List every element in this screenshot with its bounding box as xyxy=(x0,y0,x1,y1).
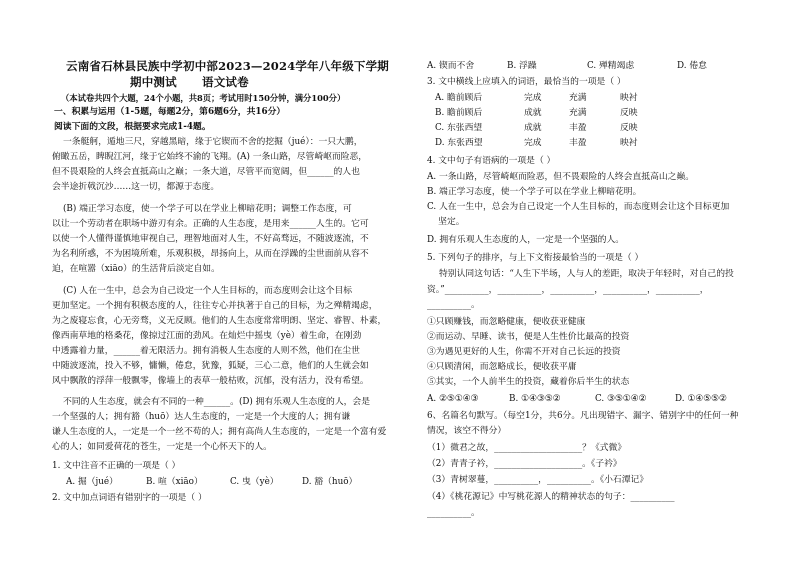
section-1-heading: 一、积累与运用（1-5题，每题2分，第6题6分，共16分） xyxy=(54,107,286,117)
q1-option-a: A. 掘（jué） xyxy=(66,477,118,487)
q3-option-d-word3: 丰盈 xyxy=(569,138,587,148)
passage-line: 更加坚定。一个拥有积极态度的人，往往专心并执著于自己的目标，为之殚精竭虑， xyxy=(52,301,378,311)
q3-option-b-word3: 充满 xyxy=(569,108,587,118)
reading-instruction: 阅读下面的文段，根据要求完成1-4题。 xyxy=(54,122,211,132)
q5-item: ②而运动、早睡、读书，便是人生性价比最高的投资 xyxy=(427,332,630,342)
q4-option-a: A. 一条山路，尽管崎岖而险恶，但不畏艰险的人终会直抵高山之巅。 xyxy=(427,172,695,182)
passage-line: 心的人；如同爱荷花的苍生，一定是一个心怀天下的人。 xyxy=(52,442,272,452)
q3-option-c-word1: C. 东张西望 xyxy=(435,123,483,133)
passage-line: 谦人生态度的人，一定是一个一丝不苟的人；拥有高尚人生态度的，一定是一个富有爱 xyxy=(52,427,387,437)
q3-option-d-word1: D. 东张西望 xyxy=(435,138,483,148)
q5-option-b: B. ①④③⑤② xyxy=(509,394,561,404)
passage-line: 像西南草地的格桑花，像掠过江面的劲风。在灿烂中摇曳（yè）着生命，在刚劲 xyxy=(52,331,362,341)
question-3: 3. 文中横线上应填入的词语，最恰当的一项是（ ） xyxy=(427,77,626,87)
q3-option-a-word1: A. 瞻前顾后 xyxy=(435,93,483,103)
passage-line: 会半途折戟沉沙……这一切，都源于态度。 xyxy=(52,182,220,192)
exam-title-line-2: 期中测试 语文试卷 xyxy=(130,75,249,89)
question-4: 4. 文中句子有语病的一项是（ ） xyxy=(427,156,556,166)
q1-option-c: C. 曳（yè） xyxy=(230,477,279,487)
question-6-cont: 情况，该空不得分） xyxy=(427,426,507,436)
q5-option-d: D. ①④⑤⑤② xyxy=(675,394,727,404)
q6-item: （1）微君之故，____________________？《式微》 xyxy=(427,443,627,453)
q4-option-c-cont: 坚定。 xyxy=(427,217,465,227)
q3-option-a-word3: 充满 xyxy=(569,93,587,103)
passage-line: 为之废寝忘食，心无旁骛，义无反顾。他们的人生态度常常明朗、坚定、睿智、朴素， xyxy=(52,316,387,326)
passage-line: 风中飘散的浮萍一般飘零，像墙上的表草一般枯败，沉郁，没有活力，没有希望。 xyxy=(52,376,369,386)
passage-line: 以让一个劳动者在职场中游刃有余。正确的人生态度，是用来______人生的。它可 xyxy=(52,219,369,229)
q3-option-a-word4: 映衬 xyxy=(620,93,638,103)
q5-item: ③为遇见更好的人生，你需不开对自己长远的投资 xyxy=(427,347,621,357)
question-2: 2. 文中加点词语有错别字的一项是（ ） xyxy=(52,493,207,503)
passage-line: 但不畏艰险的人终会直抵高山之巅；一条大道，尽管平而宽阔，但______的人也 xyxy=(52,167,360,177)
q3-option-a-word2: 完成 xyxy=(524,93,542,103)
q3-option-c-word4: 反映 xyxy=(620,123,638,133)
passage-line: 迫，在喧嚣（xiāo）的生活背后淡定自如。 xyxy=(52,264,220,274)
q5-item: ⑤其实，一个人前半生的投资，藏着你后半生的状态 xyxy=(427,377,630,387)
question-6: 6、名篇名句默写。（每空1分，共6分。凡出现错字、漏字、错别字中的任何一种 xyxy=(427,411,739,421)
q5-intro-line: 特别认同这句话：“人生下半场，人与人的差距，取决于年轻时，对自己的投 xyxy=(439,269,734,279)
q3-option-d-word2: 完成 xyxy=(524,138,542,148)
q2-option-d: D. 倦怠 xyxy=(677,61,707,71)
question-5: 5. 下列句子的排序，与上下文衔接最恰当的一项是（ ） xyxy=(427,253,644,263)
q2-option-a: A. 锲而不舍 xyxy=(427,61,475,71)
passage-line: 以使一个人懂得谨慎地审视自己，理智地面对人生，不好高骛远，不随波逐流，不 xyxy=(52,234,369,244)
q3-option-b-word1: B. 瞻前顾后 xyxy=(435,108,483,118)
exam-info: （本试卷共四个大题，24个小题，共8页；考试用时150分钟，满分100分） xyxy=(61,93,346,103)
passage-line: 中随波逐流，投入不够，慵懒，倦怠，犹豫，狐疑，三心二意，他们的人生就会如 xyxy=(52,361,369,371)
q2-option-b: B. 浮躁 xyxy=(507,61,537,71)
q5-intro-line: __________。 xyxy=(427,300,480,310)
q5-option-a: A. ②⑤①④③ xyxy=(427,394,479,404)
passage-line: 中透露着力量，______着无限活力。拥有消极人生态度的人则不然，他们在尘世 xyxy=(52,346,360,356)
question-1: 1. 文中注音不正确的一项是（ ） xyxy=(52,461,181,471)
q2-option-c: C. 殚精竭虑 xyxy=(587,61,635,71)
q5-option-c: C. ③⑤①④② xyxy=(595,394,647,404)
passage-line: 一个坚强的人；拥有豁（huō）达人生态度的，一定是一个大度的人；拥有谦 xyxy=(52,412,351,422)
q6-item: （3）青树翠蔓，__________，__________。《小石潭记》 xyxy=(427,475,649,485)
q4-option-d: D. 拥有乐观人生态度的人，一定是一个坚强的人。 xyxy=(427,235,625,245)
exam-title-line-1: 云南省石林县民族中学初中部2023—2024学年八年级下学期 xyxy=(66,59,390,73)
q1-option-b: B. 喧（xiāo） xyxy=(146,477,203,487)
q4-option-c: C. 人在一生中，总会为自己设定一个人生目标的，而态度则会让这个目标更加 xyxy=(427,202,730,212)
q6-item: （4）《桃花源记》中写桃花源人的精神状态的句子：__________ xyxy=(427,492,675,502)
q3-option-d-word4: 映衬 xyxy=(620,138,638,148)
q5-item: ①只顾赚钱，而忽略健康，便收获亚健康 xyxy=(427,317,586,327)
passage-line: (C) 人在一生中，总会为自己设定一个人生目标的，而态度则会让这个目标 xyxy=(63,286,353,296)
passage-line: 一条艇舸，遁地三尺，穿越黑暗，缘于它锲而不舍的挖掘（jué）：一只大鹏， xyxy=(63,137,363,147)
q3-option-c-word2: 成就 xyxy=(524,123,542,133)
passage-line: (B) 端正学习态度，使一个学子可以在学业上柳暗花明；调整工作态度，可 xyxy=(63,204,352,214)
passage-line: 为名利所惑，不为困境所难，乐观积极，昂扬向上，从而在浮躁的尘世面前从容不 xyxy=(52,249,369,259)
q5-item: ④只顾清闲，而忽略成长，便收获平庸 xyxy=(427,362,577,372)
q3-option-c-word3: 丰盈 xyxy=(569,123,587,133)
q4-option-b: B. 端正学习态度，使一个学子可以在学业上柳暗花明。 xyxy=(427,187,642,197)
passage-line: 俯瞰五岳，睥睨江河，缘于它始终不渝的飞翔。(A) 一条山路，尽管崎岖而险恶， xyxy=(52,152,368,162)
q5-intro-line: 资。”__________，__________，__________，__________，__________， xyxy=(427,285,709,295)
q6-item-tail: __________。 xyxy=(427,508,480,518)
q3-option-b-word4: 反映 xyxy=(620,108,638,118)
q3-option-b-word2: 成就 xyxy=(524,108,542,118)
passage-line: 不同的人生态度，就会有不同的一种______。(D) 拥有乐观人生态度的人，会是 xyxy=(63,397,371,407)
q1-option-d: D. 豁（huō） xyxy=(302,477,358,487)
q6-item: （2）青青子衿，____________________。《子衿》 xyxy=(427,459,622,469)
